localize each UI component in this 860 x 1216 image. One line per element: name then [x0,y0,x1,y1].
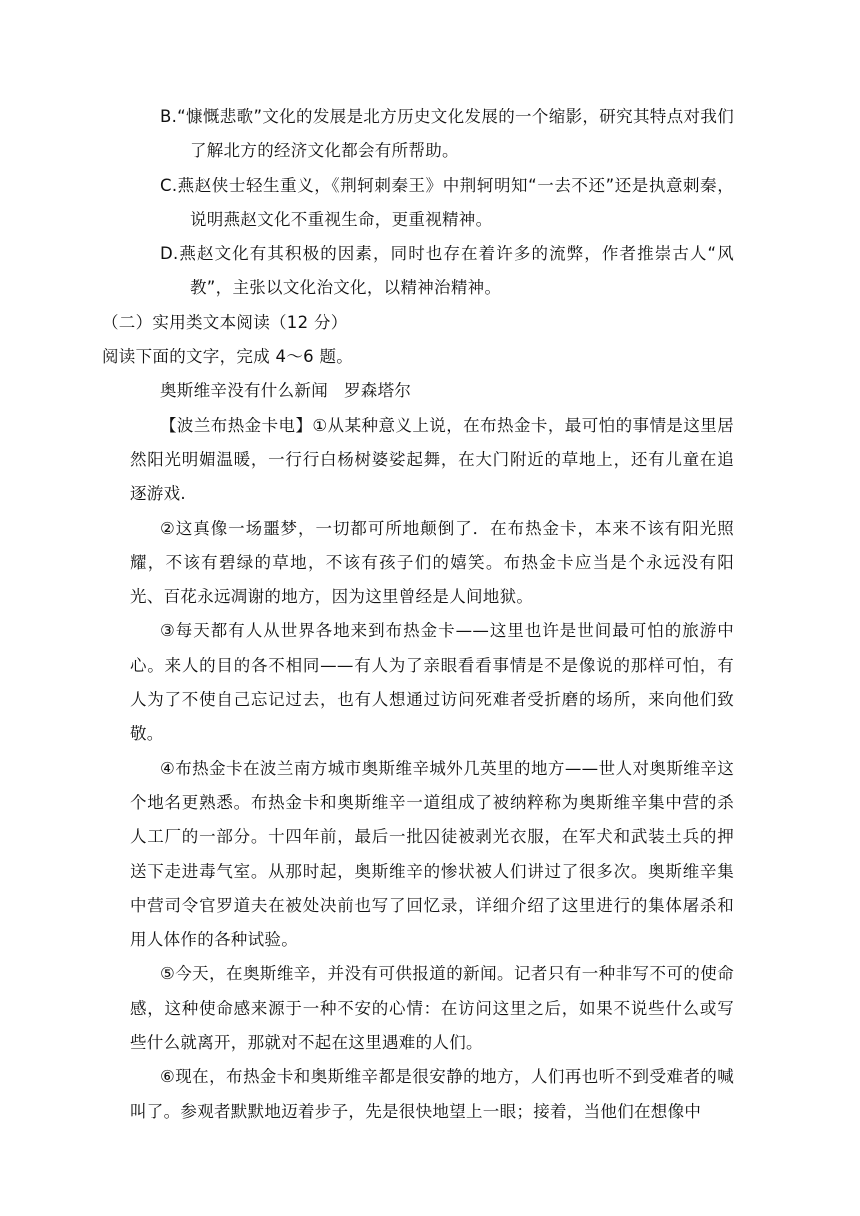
article-paragraph-3: ③每天都有人从世界各地来到布热金卡——这里也许是世间最可怕的旅游中心。来人的目的各不相同——有人为了亲眼看看事情是不是像说的那样可怕，有人为了不使自己忘记过去，也有人想通过访问死难者受折磨的场所，来向他们致敬。 [130,621,734,744]
option-d: D.燕赵文化有其积极的因素，同时也存在着许多的流弊，作者推崇古人“风教”，主张以文化治文化，以精神治精神。 [160,244,734,298]
article-title: 奥斯维辛没有什么新闻 [160,381,328,401]
section-instruction: 阅读下面的文字，完成 4～6 题。 [102,347,354,367]
article-title-line [130,374,734,408]
article-paragraph-6: ⑥现在，布热金卡和奥斯维辛都是很安静的地方，人们再也听不到受难者的喊叫了。参观者默默地迈着步子，先是很快地望上一眼；接着，当他们在想像中 [130,1067,734,1121]
section-heading: （二）实用类文本阅读（12 分） [102,312,348,332]
document-content [102,100,734,1129]
article-paragraph-1: 【波兰布热金卡电】①从某种意义上说，在布热金卡，最可怕的事情是这里居然阳光明媚温暖，一行行白杨树婆娑起舞，在大门附近的草地上，还有儿童在追逐游戏. [130,415,734,504]
option-b: B.“慷慨悲歌”文化的发展是北方历史文化发展的一个缩影，研究其特点对我们了解北方的经济文化都会有所帮助。 [160,107,734,161]
article-paragraph-4: ④布热金卡在波兰南方城市奥斯维辛城外几英里的地方——世人对奥斯维辛这个地名更熟悉。布热金卡和奥斯维辛一道组成了被纳粹称为奥斯维辛集中营的杀人工厂的一部分。十四年前，最后一批囚徒被剥光衣服，在军犬和武装土兵的押送下走进毒气室。从那时起，奥斯维辛的惨状被人们讲过了很多次。奥斯维辛集中营司令官罗道夫在被处决前也写了回忆录，详细介绍了这里进行的集体屠杀和用人体作的各种试验。 [130,758,734,950]
option-c: C.燕赵侠士轻生重义，《荆轲刺秦王》中荆轲明知“一去不还”还是执意刺秦，说明燕赵文化不重视生命，更重视精神。 [160,175,734,229]
article-paragraph-2: ②这真像一场噩梦，一切都可所地颠倒了．在布热金卡，本来不该有阳光照耀，不该有碧绿的草地，不该有孩子们的嬉笑。布热金卡应当是个永远没有阳光、百花永远凋谢的地方，因为这里曾经是人间地狱。 [130,518,734,607]
article-paragraph-5: ⑤今天，在奥斯维辛，并没有可供报道的新闻。记者只有一种非写不可的使命感，这种使命感来源于一种不安的心情：在访问这里之后，如果不说些什么或写些什么就离开，那就对不起在这里遇难的人们。 [130,964,734,1053]
article-author: 罗森塔尔 [344,381,412,401]
